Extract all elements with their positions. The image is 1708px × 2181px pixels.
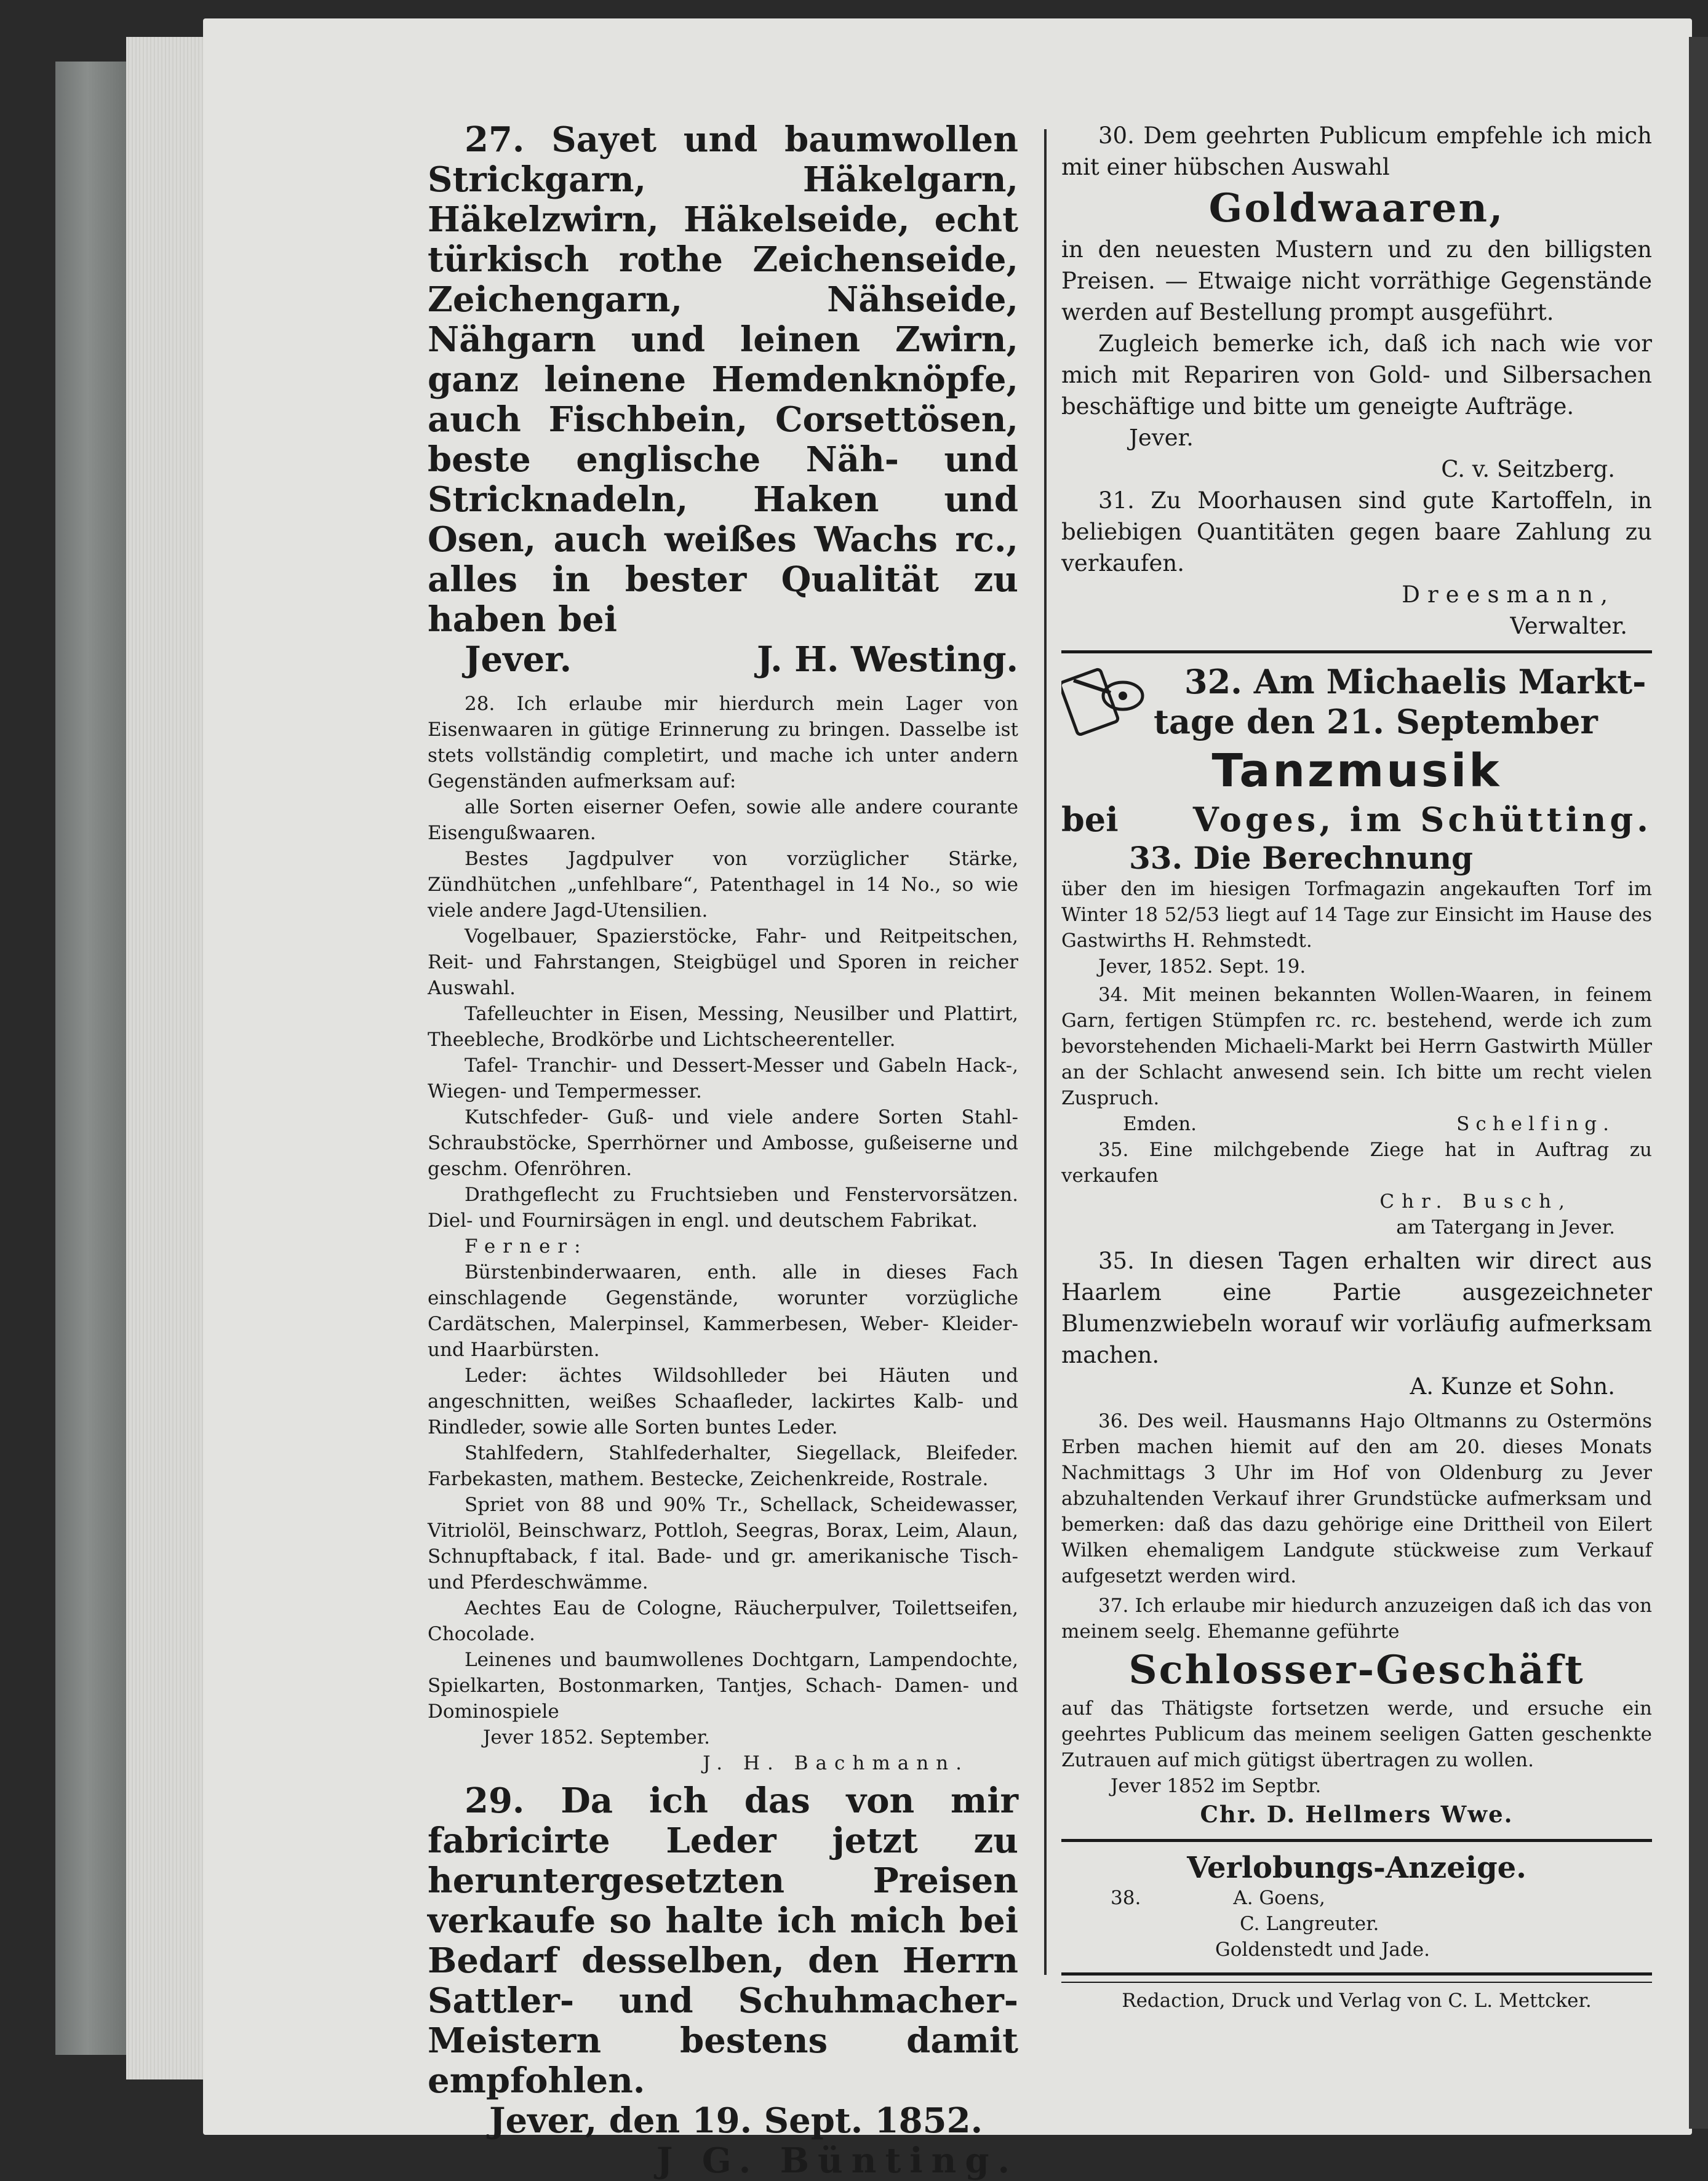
ad-31-role: Verwalter. — [1510, 613, 1627, 639]
ad-27-text: 27. Sayet und baumwollen Strickgarn, Häkelgarn, Häkelzwirn, Häkelseide, echt türkisch rothe Zeichenseide, Zeichengarn, Nähseide, Nähgarn und leinen Zwirn, ganz leinene Hemdenknöpfe, auch Fischbein, Corsettösen, beste englische Näh- und Stricknadeln, Haken und Osen, auch weißes Wachs rc., alles in bester Qualität zu haben bei — [428, 119, 1018, 640]
ad-32-heading: Tanzmusik — [1211, 744, 1502, 797]
left-column — [428, 120, 1018, 2181]
ad-34-signature: Schelfing. — [1456, 1113, 1615, 1135]
ad-38-places: Goldenstedt und Jade. — [1215, 1939, 1430, 1961]
ad-31-text: 31. Zu Moorhausen sind gute Kartoffeln, in beliebigen Quantitäten gegen baare Zahlung zu verkaufen. — [1061, 487, 1652, 576]
column-divider — [1044, 129, 1047, 1975]
ad-35b-text: 35. In diesen Tagen erhalten wir direct aus Haarlem eine Partie ausgezeichneter Blumenzwiebeln worauf wir vorläufig aufmerksam machen. — [1061, 1248, 1652, 1368]
ad-28-item: Aechtes Eau de Cologne, Räucherpulver, Toilettseifen, Chocolade. — [428, 1597, 1018, 1645]
ad-38-name-1: A. Goens, — [1233, 1887, 1325, 1909]
ad-30-text: in den neuesten Mustern und zu den billigsten Preisen. — Etwaige nicht vorräthige Gegenstände werden auf Bestellung prompt ausgeführt. — [1061, 236, 1652, 325]
ad-28-item: Stahlfedern, Stahlfederhalter, Siegellack, Bleifeder. Farbekasten, mathem. Bestecke, Zeichenkreide, Rostrale. — [428, 1442, 1018, 1490]
ad-32-line-3-right: Voges, im Schütting. — [1192, 800, 1652, 839]
ad-30-text-2: Zugleich bemerke ich, daß ich nach wie vor mich mit Repariren von Gold- und Silbersachen beschäftige und bitte um geneigte Aufträge. — [1061, 330, 1652, 420]
right-column — [1061, 120, 1652, 2014]
ad-28-items — [428, 794, 1018, 1234]
ad-28-item: Tafelleuchter in Eisen, Messing, Neusilber und Plattirt, Theebleche, Brodkörbe und Lichtscheerenteller. — [428, 1003, 1018, 1051]
ad-28-item: Kutschfeder- Guß- und viele andere Sorten Stahl-Schraubstöcke, Sperrhörner und Ambosse, gußeiserne und geschm. Ofenröhren. — [428, 1106, 1018, 1180]
ad-32-line-3-left: bei — [1061, 800, 1119, 839]
divider-rule — [1061, 1839, 1652, 1842]
page-edges — [126, 37, 212, 2079]
guitar-icon — [1061, 662, 1154, 736]
ad-38-heading: Verlobungs-Anzeige. — [1187, 1851, 1526, 1885]
right-edge — [1689, 37, 1708, 2129]
ad-37-text: auf das Thätigste fortsetzen werde, und ersuche ein geehrtes Publicum das meinem seeligen Gatten geschenkte Zutrauen auf mich gütigst übertragen zu wollen. — [1061, 1697, 1652, 1771]
ad-27-signature: J. H. Westing. — [756, 639, 1018, 680]
ad-31-signature: Dreesmann, — [1402, 581, 1615, 608]
ad-28-item: alle Sorten eiserner Oefen, sowie alle andere courante Eisengußwaaren. — [428, 796, 1018, 844]
ad-30-place: Jever. — [1129, 425, 1194, 451]
ad-30-signature: C. v. Seitzberg. — [1441, 456, 1615, 482]
ad-28-item: Vogelbauer, Spazierstöcke, Fahr- und Reitpeitschen, Reit- und Fahrstangen, Steigbügel und Sporen in reicher Auswahl. — [428, 925, 1018, 999]
ad-28-item: Spriet von 88 und 90% Tr., Schellack, Scheidewasser, Vitriolöl, Beinschwarz, Pottloh, Seegras, Borax, Leim, Alaun, Schnupftaback, f ital. Bade- und gr. amerikanische Tisch- und Pferdeschwämme. — [428, 1494, 1018, 1593]
ad-32-line-3 — [1061, 800, 1652, 840]
ad-34-text: 34. Mit meinen bekannten Wollen-Waaren, in feinem Garn, fertigen Stümpfen rc. rc. bestehend, werde ich zum bevorstehenden Michaeli-Markt bei Herrn Gastwirth Müller an der Schlacht anwesend sein. Ich bitte um recht vielen Zuspruch. — [1061, 984, 1652, 1109]
ad-33-text: über den im hiesigen Torfmagazin angekauften Torf im Winter 18 52/53 liegt auf 14 Tage zur Einsicht im Hause des Gastwirths H. Rehmstedt. — [1061, 878, 1652, 952]
ad-38-number: 38. — [1111, 1887, 1141, 1909]
ad-33-heading: 33. Die Berechnung — [1129, 840, 1474, 876]
ad-29-text: 29. Da ich das von mir fabricirte Leder jetzt zu heruntergesetzten Preisen verkaufe so halte ich mich bei Bedarf desselben, den Herrn Sattler- und Schuhmacher-Meistern bestens damit empfohlen. — [428, 1780, 1018, 2101]
ad-27-signature-row — [428, 640, 1018, 680]
ad-35a-signature: Chr. Busch, — [1379, 1190, 1572, 1213]
ad-35a-location: am Tatergang in Jever. — [1396, 1216, 1615, 1238]
ad-38-names-row — [1061, 1885, 1652, 1911]
ad-37-heading: Schlosser-Geschäft — [1128, 1647, 1585, 1693]
ad-33-date: Jever, 1852. Sept. 19. — [1098, 955, 1306, 978]
ad-28-items-2 — [428, 1259, 1018, 1724]
ad-29-date: Jever, den 19. Sept. 1852. — [489, 2100, 983, 2141]
ad-32-line-2: tage den 21. September — [1154, 702, 1598, 741]
ad-37-date: Jever 1852 im Septbr. — [1111, 1775, 1322, 1797]
ad-36-text: 36. Des weil. Hausmanns Hajo Oltmanns zu Ostermöns Erben machen hiemit auf den am 20. dieses Monats Nachmittags 3 Uhr im Hof von Oldenburg zu Jever abzuhaltenden Verkauf ihrer Grundstücke aufmerksam und bemerken: daß das dazu gehörige eine Drittheil von Eilert Wilken ehemaligem Landgute stückweise zum Verkauf aufgesetzt werden wird. — [1061, 1410, 1652, 1587]
ad-28-date: Jever 1852. September. — [483, 1726, 710, 1748]
ad-28-ferner: Ferner: — [465, 1235, 588, 1258]
ad-38-name-2: C. Langreuter. — [1240, 1913, 1379, 1935]
divider-rule — [1061, 650, 1652, 653]
ad-28-intro: 28. Ich erlaube mir hierdurch mein Lager von Eisenwaaren in gütige Erinnerung zu bringen. Dasselbe ist stets vollständig completirt, und mache ich unter andern Gegenständen aufmerksam auf: — [428, 693, 1018, 792]
ad-37-signature: Chr. D. Hellmers Wwe. — [1200, 1801, 1514, 1828]
ad-28-signature: J. H. Bachmann. — [703, 1752, 969, 1774]
ad-28-item: Leinenes und baumwollenes Dochtgarn, Lampendochte, Spielkarten, Bostonmarken, Tantjes, Schach- Damen- und Dominospiele — [428, 1649, 1018, 1723]
ad-32-block — [1061, 662, 1652, 840]
ad-34-place: Emden. — [1123, 1113, 1197, 1135]
ad-27-place: Jever. — [465, 639, 572, 680]
ad-28-item: Drathgeflecht zu Fruchtsieben und Fenstervorsätzen. Diel- und Fournirsägen in engl. und deutschem Fabrikat. — [428, 1184, 1018, 1232]
ad-28-item: Bürstenbinderwaaren, enth. alle in dieses Fach einschlagende Gegenstände, worunter vorzügliche Cardätschen, Malerpinsel, Kammerbesen, Weber- Kleider- und Haarbürsten. — [428, 1261, 1018, 1361]
ad-28-item: Bestes Jagdpulver von vorzüglicher Stärke, Zündhütchen „unfehlbare“, Patenthagel in 14 No., so wie viele andere Jagd-Utensilien. — [428, 848, 1018, 922]
ad-29-signature: J G. Bünting. — [656, 2140, 1018, 2181]
ad-32-line-1: 32. Am Michaelis Markt- — [1184, 662, 1646, 701]
footer-rule — [1061, 1972, 1652, 1983]
footer-imprint: Redaction, Druck und Verlag von C. L. Mettcker. — [1122, 1990, 1592, 2012]
ad-35b-signature: A. Kunze et Sohn. — [1410, 1373, 1615, 1400]
ad-28-item: Leder: ächtes Wildsohlleder bei Häuten und angeschnitten, weißes Schaafleder, lackirtes Kalb- und Rindleder, sowie alle Sorten buntes Leder. — [428, 1365, 1018, 1438]
ad-28-item: Tafel- Tranchir- und Dessert-Messer und Gabeln Hack-, Wiegen- und Tempermesser. — [428, 1055, 1018, 1102]
ad-30-intro: 30. Dem geehrten Publicum empfehle ich mich mit einer hübschen Auswahl — [1061, 122, 1652, 180]
ad-37-intro: 37. Ich erlaube mir hiedurch anzuzeigen daß ich das von meinem seelg. Ehemanne geführte — [1061, 1595, 1652, 1643]
ad-34-signature-row — [1061, 1111, 1652, 1137]
book-spine — [55, 62, 135, 2055]
ad-30-heading: Goldwaaren, — [1208, 185, 1505, 231]
ad-35a-text: 35. Eine milchgebende Ziege hat in Auftrag zu verkaufen — [1061, 1139, 1652, 1187]
